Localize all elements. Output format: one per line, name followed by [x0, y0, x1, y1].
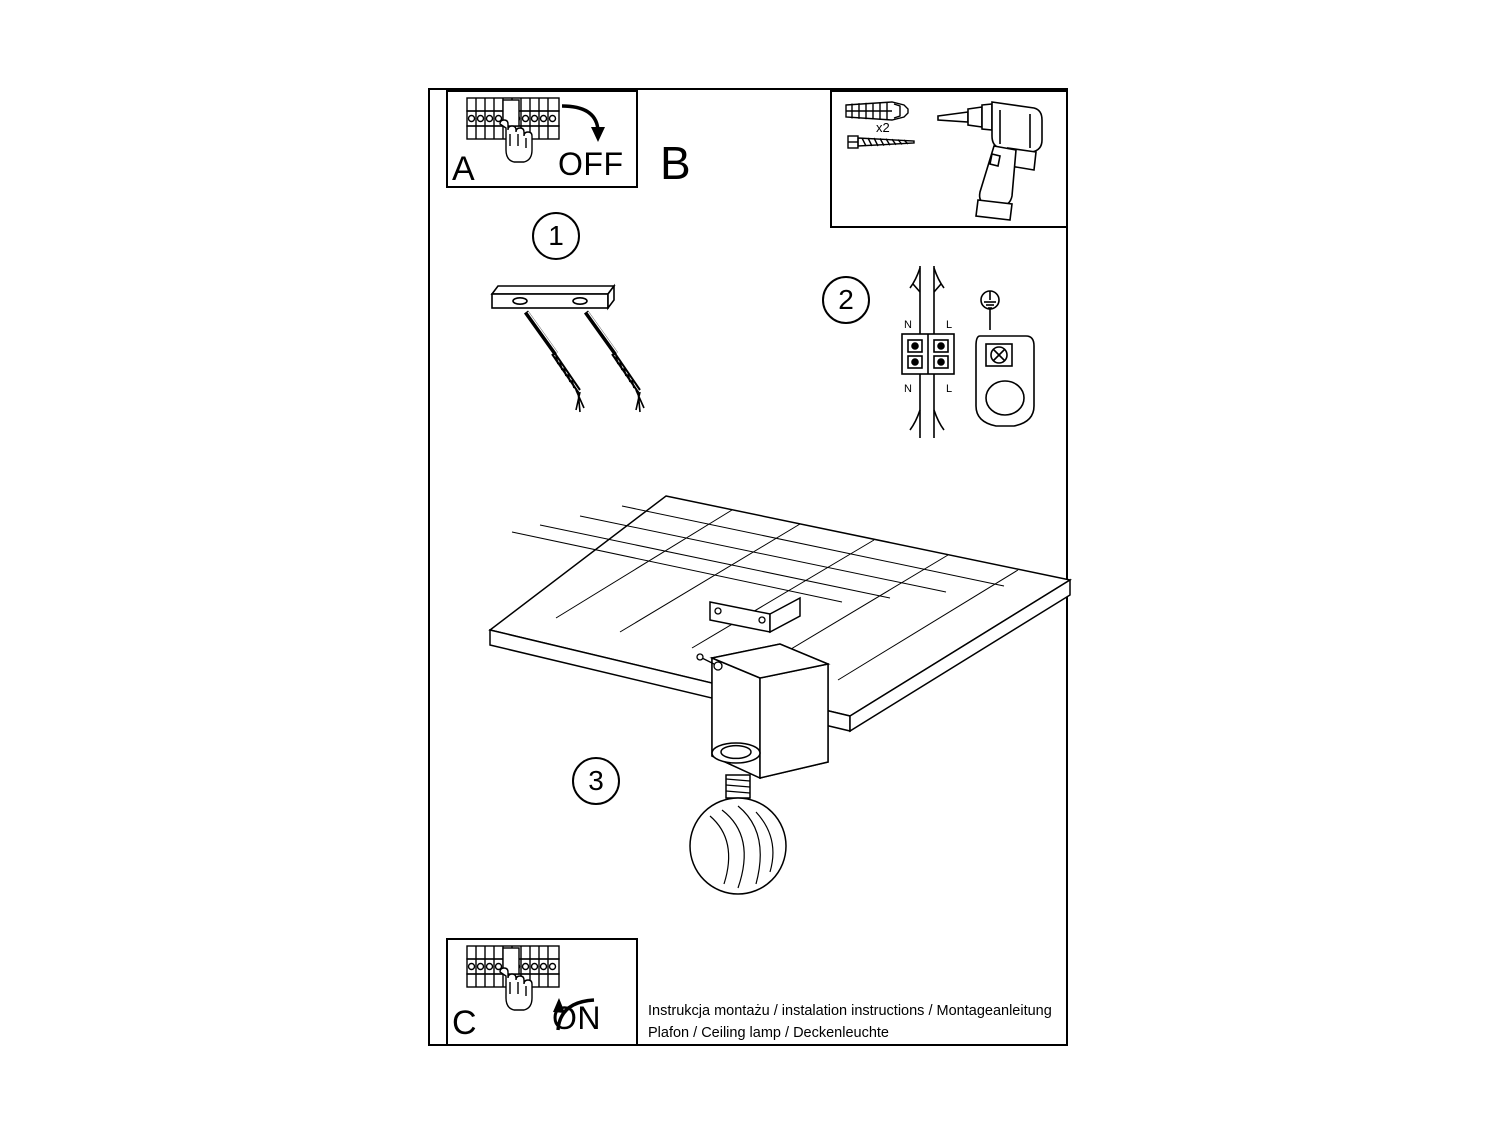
step-c-on-label: ON	[552, 1000, 601, 1036]
step-c-letter: C	[452, 1004, 477, 1042]
terminal-label-n-top: N	[904, 319, 912, 331]
terminal-label-n-bottom: N	[904, 383, 912, 395]
ceiling-lamp-with-bulb-icon	[470, 480, 1090, 940]
lamp-socket-icon	[952, 330, 1052, 440]
power-drill-icon	[930, 96, 1056, 222]
step-number-2: 2	[822, 276, 870, 324]
terminal-label-l-top: L	[946, 319, 953, 331]
curved-arrow-down-icon	[556, 100, 616, 148]
step-number-1: 1	[532, 212, 580, 260]
terminal-label-l-bottom: L	[946, 383, 953, 395]
caption-line-2: Plafon / Ceiling lamp / Deckenleuchte	[648, 1025, 889, 1041]
step-b-letter: B	[660, 137, 691, 189]
step-a-letter: A	[452, 150, 475, 188]
step-number-3: 3	[572, 757, 620, 805]
mounting-bracket-with-screws-icon	[488, 282, 668, 442]
step-a-off-label: OFF	[558, 146, 624, 182]
caption-line-1: Instrukcja montażu / instalation instructions / Montageanleitung	[648, 1003, 1052, 1019]
quantity-label: x2	[876, 120, 890, 135]
